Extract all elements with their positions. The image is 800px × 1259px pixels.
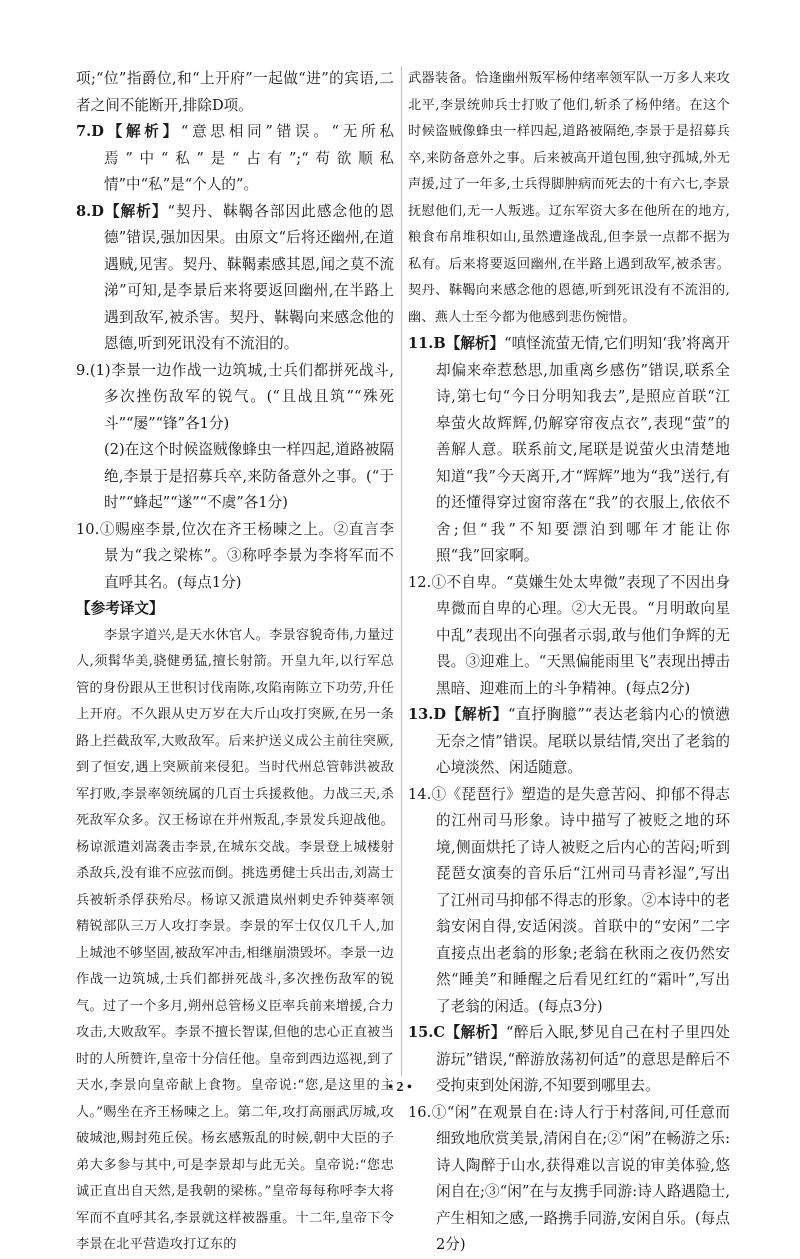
answer-9-part-1 (76, 358, 394, 438)
answer-text: 10.①赐座李景,位次在齐王杨暕之上。②直言李景为“我之梁栋”。③称呼李景为李将军而不直呼其名。(每点1分) (76, 520, 394, 591)
answer-text: “契丹、靺鞨各部因此感念他的恩德”错误,强加因果。由原文“后将还幽州,在道遇贼,见害。契丹、靺鞨素感其恩,闻之莫不流涕”可知,是李景后来将要返回幽州,在半路上遇到敌军,被杀害。契丹、靺鞨向来感念他的恩德,听到死讯没有不流泪的。 (104, 202, 394, 352)
answer-10 (76, 517, 394, 597)
answer-text: “直抒胸臆”“表达老翁内心的愤懑无奈之情”错误。尾联以景结情,突出了老翁的心境淡然、闲适随意。 (436, 706, 730, 776)
answer-tag: 7.D【解析】 (76, 123, 181, 140)
answer-11 (408, 331, 730, 570)
answer-text: 14.①《琵琶行》塑造的是失意苦闷、抑郁不得志的江州司马形象。诗中描写了被贬之地的环境,侧面烘托了诗人被贬之后内心的苦闷;听到琵琶女演奏的音乐后“江州司马青衫湿”,写出了江州司马抑郁不得志的形象。②本诗中的老翁安闲自得,安适闲淡。首联中的“安闲”二字直接点出老翁的形象;老翁在秋雨之夜仍然安然“睡美”和睡醒之后看见红红的“霜叶”,写出了老翁的闲适。(每点3分) (408, 785, 730, 1015)
answer-9-part-2 (76, 437, 394, 517)
answer-text: 9.(1)李景一边作战一边筑城,士兵们都拼死战斗,多次挫伤敌军的锐气。(“且战且筑”“殊死斗”“屡”“锋”各1分) (76, 361, 394, 432)
page-number: • 2 • (388, 1080, 412, 1095)
answer-text: “醉后入眠,梦见自己在村子里四处游玩”错误,“醉游放荡初何适”的意思是醉后不受拘束到处闲游,不知要到哪里去。 (436, 1024, 730, 1094)
answer-text: “意思相同”错误。“无所私焉”中“私”是“占有”;“苟欲顺私情”中“私”是“个人的”。 (104, 123, 394, 193)
answer-16 (408, 1100, 730, 1259)
translation-paragraph-left: 李景字道兴,是天水休官人。李景容貌奇伟,力量过人,须髯华美,骁健勇猛,擅长射箭。开皇九年,以行军总管的身份跟从王世积讨伐南陈,攻陷南陈立下功劳,升任上开府。不久跟从史万岁在大斤山攻打突厥,在另一条路上拦截敌军,大败敌军。后来护送义成公主前往突厥,到了恒安,遇上突厥前来侵犯。当时代州总管韩洪被敌军打败,李景率领统属的几百士兵援救他。力战三天,杀死敌军众多。汉王杨谅在并州叛乱,李景发兵迎战他。杨谅派遣刘嵩袭击李景,在城东交战。李景登上城楼射杀敌兵,没有谁不应弦而倒。挑选勇健士兵出击,刘嵩士兵被斩杀俘获殆尽。杨谅又派遣岚州刺史乔钟葵率领精锐部队三万人攻打李景。李景的军士仅仅几千人,加上城池不够坚固,被敌军冲击,相继崩溃毁坏。李景一边作战一边筑城,士兵们都拼死战斗,多次挫伤敌军的锐气。过了一个多月,朔州总管杨义臣率兵前来增援,合力攻击,大败敌军。李景不擅长智谋,但他的忠心正直被当时的人所赞许,皇帝十分信任他。皇帝到西边巡视,到了天水,李景向皇帝献上食物。皇帝说:“您,是这里的主人。”赐坐在齐王杨暕之上。第二年,攻打高丽武厉城,攻破城池,赐封苑丘侯。杨玄感叛乱的时候,朝中大臣的子弟大多参与其中,可是李景却与此无关。皇帝说:“您忠诚正直出自天然,是我朝的梁栋。”皇帝每每称呼李大将军而不直呼其名,李景就这样被器重。十二年,皇帝下令李景在北平营造攻打辽东的 (76, 627, 394, 1252)
answer-tag: 15.C【解析】 (408, 1024, 506, 1041)
answer-text: “嗔怪流萤无情,它们明知‘我’将离开却偏来牵惹愁思,加重离乡感伤”错误,联系全诗,第七句“今日分明知我去”,是照应首联“江皋萤火故辉辉,仍解穿帘夜点衣”,表现“萤”的善解人意。联系前文,尾联是说萤火虫清楚地知道“我”今天离开,才“辉辉”地为“我”送行,有的还懂得穿过窗帘落在“我”的衣服上,依依不舍;但“我”不知要漂泊到哪年才能让你照“我”回家啊。 (436, 335, 730, 564)
answer-6-continuation (76, 66, 394, 119)
translation-heading: 【参考译文】 (76, 600, 164, 617)
translation-paragraph-right: 武器装备。恰逢幽州叛军杨仲绪率领军队一万多人来攻北平,李景统帅兵士打败了他们,斩杀了杨仲绪。在这个时候盗贼像蜂虫一样四起,道路被隔绝,李景于是招募兵卒,来防备意外之事。后来被高开道包围,独守孤城,外无声援,过了一年多,士兵得脚肿病而死去的十有六七,李景抚慰他们,无一人叛逃。辽东军资大多在他所在的地方,粮食布帛堆积如山,虽然遭逢战乱,但李景一点都不据为私有。后来将要返回幽州,在半路上遇到敌军,被杀害。契丹、靺鞨向来感念他的恩德,听到死讯没有不流泪的,幽、燕人士至今都为他感到悲伤惋惜。 (408, 71, 730, 325)
answer-tag: 11.B【解析】 (408, 335, 505, 352)
answer-13 (408, 702, 730, 782)
answer-12 (408, 570, 730, 703)
answer-text: 项;“位”指爵位,和“上开府”一起做“进”的宾语,二者之间不能断开,排除D项。 (76, 70, 394, 114)
answer-8 (76, 199, 394, 358)
answer-7 (76, 119, 394, 199)
answer-text: 12.①不自卑。“莫嫌生处太卑微”表现了不因出身卑微而自卑的心理。②大无畏。“月明敢向星中乱”表现出不向强者示弱,敢与他们争辉的无畏。③迎难上。“天黑偏能雨里飞”表现出搏击黑暗、迎难而上的斗争精神。(每点2分) (408, 573, 730, 697)
answer-text: 16.①“闲”在观景自在:诗人行于村落间,可任意而细致地欣赏美景,清闲自在;②“闲”在畅游之乐:诗人陶醉于山水,获得难以言说的审美体验,悠闲自在;③“闲”在与友携手同游:诗人路遇隐士,产生相知之感,一路携手同游,安闲自乐。(每点2分) (408, 1103, 730, 1253)
column-divider (401, 66, 402, 1076)
answer-tag: 13.D【解析】 (408, 706, 508, 723)
answer-text: (2)在这个时候盗贼像蜂虫一样四起,道路被隔绝,李景于是招募兵卒,来防备意外之事。(“于时”“蜂起”“遂”“不虞”各1分) (104, 441, 394, 511)
answer-14 (408, 782, 730, 1021)
answer-tag: 8.D【解析】 (76, 202, 168, 220)
